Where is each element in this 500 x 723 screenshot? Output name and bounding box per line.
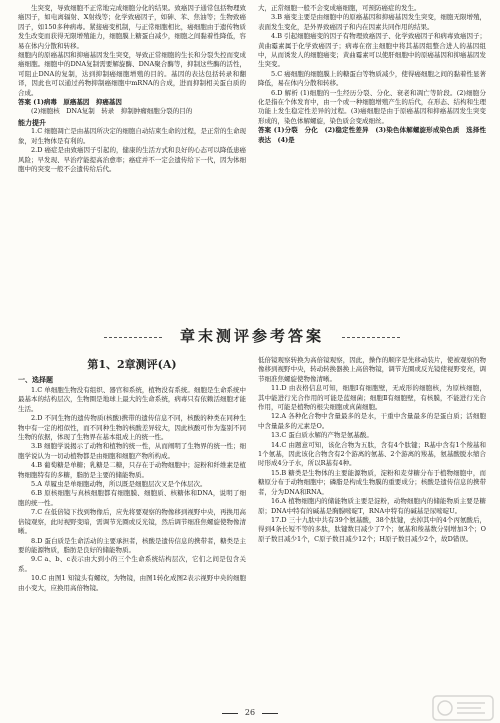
page-number: 26	[244, 708, 256, 717]
answer-paragraph: 16.A 植物细胞内的储能物质主要是淀粉，动物细胞内的储能物质主要是糖原；DNA中特有的碱基是胸腺嘧啶T，RNA中特有的碱基是尿嘧啶U。	[258, 497, 486, 515]
heading-rule-left	[104, 337, 162, 338]
section-title: 一、选择题	[18, 375, 53, 384]
answer-paragraph: 4.B 葡萄糖是单糖；乳糖是二糖，只存在于动物细胞中；淀粉和纤维素是植物细胞特有的多糖，脂肪是主要的储能物质。	[18, 461, 246, 479]
answer-paragraph: 生突变，导致细胞不正常地完成细胞分化的结果。致癌因子通常包括物理致癌因子，如电离辐射、X射线等；化学致癌因子，如砷、苯、焦油等；生物致癌因子，如150多种病毒。紧接癌变机制，与正常细胞相比，癌细胞由于遗传物质发生改变而获得无限增殖能力，细胞膜上糖蛋白减少，细胞之间黏着性降低，容易在体内分散和转移。	[18, 4, 246, 50]
subsection-title: 能力提升	[18, 117, 46, 127]
top-right-column	[258, 4, 486, 309]
answer-paragraph: 9.C a、b、c表示由大到小的三个生命系统结构层次，它们之间是包含关系。	[18, 555, 246, 573]
answer-paragraph: 答案 (1)分裂 分化 (2)稳定性差异 (3)染色体解螺旋形成染色质 选择性表达 (4)是	[258, 126, 486, 144]
answer-paragraph: 3.B 癌变主要是由细胞中的原癌基因和抑癌基因发生突变，细胞无限增殖，表面发生变化，是外界致癌因子和内在因素共同作用的结果。	[258, 13, 486, 31]
answer-paragraph: 10.C 由图1 知镜头有螺纹，为物镜，由图1转化成图2表示视野中央的细胞由小变大，应换用高倍物镜。	[18, 574, 246, 592]
answer-paragraph: 2.D 不同生物的遗传物质(核酸)携带的遗传信息不同，核酸的种类在同种生物中有一定的相似性，而不同种生物的核酸差异较大，因此核酸可作为鉴别不同生物的依据，体现了生物界在基本组成上的统一性。	[18, 414, 246, 442]
bottom-right-column	[258, 356, 486, 691]
answer-paragraph: 3.B 细胞学说揭示了动物和植物的统一性，从而阐明了生物界的统一性；细胞学说认为一切动植物都是由细胞和细胞产物所构成。	[18, 442, 246, 460]
answer-paragraph: 4.B 引起细胞癌变的因子有物理致癌因子、化学致癌因子和病毒致癌因子；黄曲霉素属于化学致癌因子；病毒在宿主细胞中将其基因组整合进人的基因组中，从而诱发人的细胞癌变；黄曲霉素可以使肝细胞中的原癌基因和抑癌基因发生突变。	[258, 32, 486, 69]
answer-paragraph: 2.D 癌症是由致癌因子引起的，健康的生活方式和良好的心态可以降低患癌风险；早发现、早治疗能提高治愈率；癌症并不一定会遗传给下一代，因为体细胞中的突变一般不会遗传给后代。	[18, 146, 246, 173]
chapter-heading	[18, 325, 486, 346]
heading-rule-right	[342, 337, 400, 338]
answer-paragraph: 1.C 单细胞生物没有组织、器官和系统，植物没有系统。细胞是生命系统中最基本的结构层次，生物圈是地球上最大的生命系统，病毒只有依赖活细胞才能生活。	[18, 386, 246, 413]
answer-paragraph: 12.A 各种化合物中含量最多的是水，干重中含量最多的是蛋白质；活细胞中含量最多的元素是O。	[258, 412, 486, 430]
page-footer	[0, 708, 500, 717]
answer-paragraph: 14.C 由题意可知，该化合物为五肽，含有4个肽键；R基中含有1个羧基和1个氨基，因此该化合物含有2个游离的氨基、2个游离的羧基，氨基酸脱水缩合时形成4分子水，所以R基有4种。	[258, 440, 486, 468]
answer-paragraph: 6.B 原核细胞与真核细胞都有细胞膜、细胞质、核糖体和DNA，说明了细胞的统一性。	[18, 489, 246, 507]
answer-paragraph: 13.C 蛋白质水解的产物是氨基酸。	[271, 431, 373, 440]
answer-paragraph: 答案 (1)病毒 原癌基因 抑癌基因	[18, 98, 122, 107]
answer-paragraph: 1.C 细胞凋亡是由基因所决定的细胞自动结束生命的过程，是正常的生命现象，对生物体是有利的。	[18, 127, 246, 145]
answer-paragraph: 15.B 糖类是生物体的主要能源物质，淀粉和麦芽糖分布于植物细胞中，而糖原分布于动物细胞中；磷脂是构成生物膜的重要成分；核酸是遗传信息的携带者，分为DNA和RNA。	[258, 468, 486, 496]
answer-paragraph: 细胞内的原癌基因和抑癌基因发生突变，导致正常细胞的生长和分裂失控而变成癌细胞。细胞中的DNA复制需要解旋酶、DNA聚合酶等，抑制这些酶的活性，可阻止DNA的复制，达到抑制癌细胞增殖的目的。基因的表达包括转录和翻译，因此也可以通过药物抑制癌细胞中mRNA的合成，进而抑制相关蛋白质的合成。	[18, 51, 246, 97]
top-section	[18, 4, 486, 309]
footer-dash-left	[222, 713, 238, 714]
test-title: 第1、2章测评(A)	[87, 358, 177, 371]
watermark-stamp-icon	[432, 695, 494, 721]
answer-paragraph: 7.C 在低倍镜下找到物像后，应先将要观察的物像移到视野中央，再换用高倍镜观察，此时视野变暗，需调节光圈或反光镜，然后调节细准焦螺旋使物像清晰。	[18, 508, 246, 536]
answer-paragraph: 8.D 蛋白质是生命活动的主要承担者，核酸是遗传信息的携带者，糖类是主要的能源物质，脂肪是良好的储能物质。	[18, 536, 246, 554]
bottom-left-column	[18, 356, 246, 691]
footer-dash-right	[262, 713, 278, 714]
top-left-column	[18, 4, 246, 309]
answer-paragraph: 17.D 三十九肽中共有39个氨基酸，38个肽键，去掉其中的4个丙氨酸后，得到4条长短不等的多肽，肽键数目减少了7个；氨基和羧基数分别增加3个；O原子数目减少1个，C原子数目减少12个；H原子数目减少2个，故D错误。	[258, 515, 486, 543]
bottom-section	[18, 356, 486, 691]
answer-paragraph: 低倍镜观察转换为高倍镜观察，因此，操作的顺序是先移动装片，使被观察的物像移到视野中央，转动转换器换上高倍物镜，调节光圈或反光镜使视野变亮，调节细准焦螺旋使物像清晰。	[258, 356, 486, 383]
chapter-title: 章末测评参考答案	[179, 327, 324, 345]
answer-paragraph: 5.A 草履虫是单细胞动物，所以既是细胞层次又是个体层次。	[31, 480, 207, 489]
answer-paragraph: 6.D 解析 (1)细胞的一生经历分裂、分化、衰老和凋亡等阶段。(2)细胞分化是指在个体发育中，由一个或一种细胞增殖产生的后代，在形态、结构和生理功能上发生稳定性差异的过程。(3)癌细胞是由于原癌基因和抑癌基因发生突变形成的，染色体解螺旋，染色质会变成细丝。	[258, 88, 486, 125]
answer-paragraph: 大，正常细胞一般不会变成癌细胞，可预防癌症的发生。	[258, 4, 421, 12]
answer-paragraph: 11.D 由表格信息可知，细胞Ⅰ有细胞壁，无成形的细胞核，为原核细胞，其中能进行光合作用的可能是蓝细菌；细胞Ⅱ有细胞壁，有核膜，不能进行光合作用，可能是植物的根尖细胞或真菌细胞。	[258, 384, 486, 412]
bottom-left-body	[18, 386, 246, 593]
answer-paragraph: (2)细胞核 DNA复制 转录 抑制肿瘤细胞分裂的目的	[31, 107, 193, 116]
answer-paragraph: 5.C 癌细胞的细胞膜上的糖蛋白等物质减少，使得癌细胞之间的黏着性显著降低，易在体内分散和转移。	[258, 69, 486, 88]
